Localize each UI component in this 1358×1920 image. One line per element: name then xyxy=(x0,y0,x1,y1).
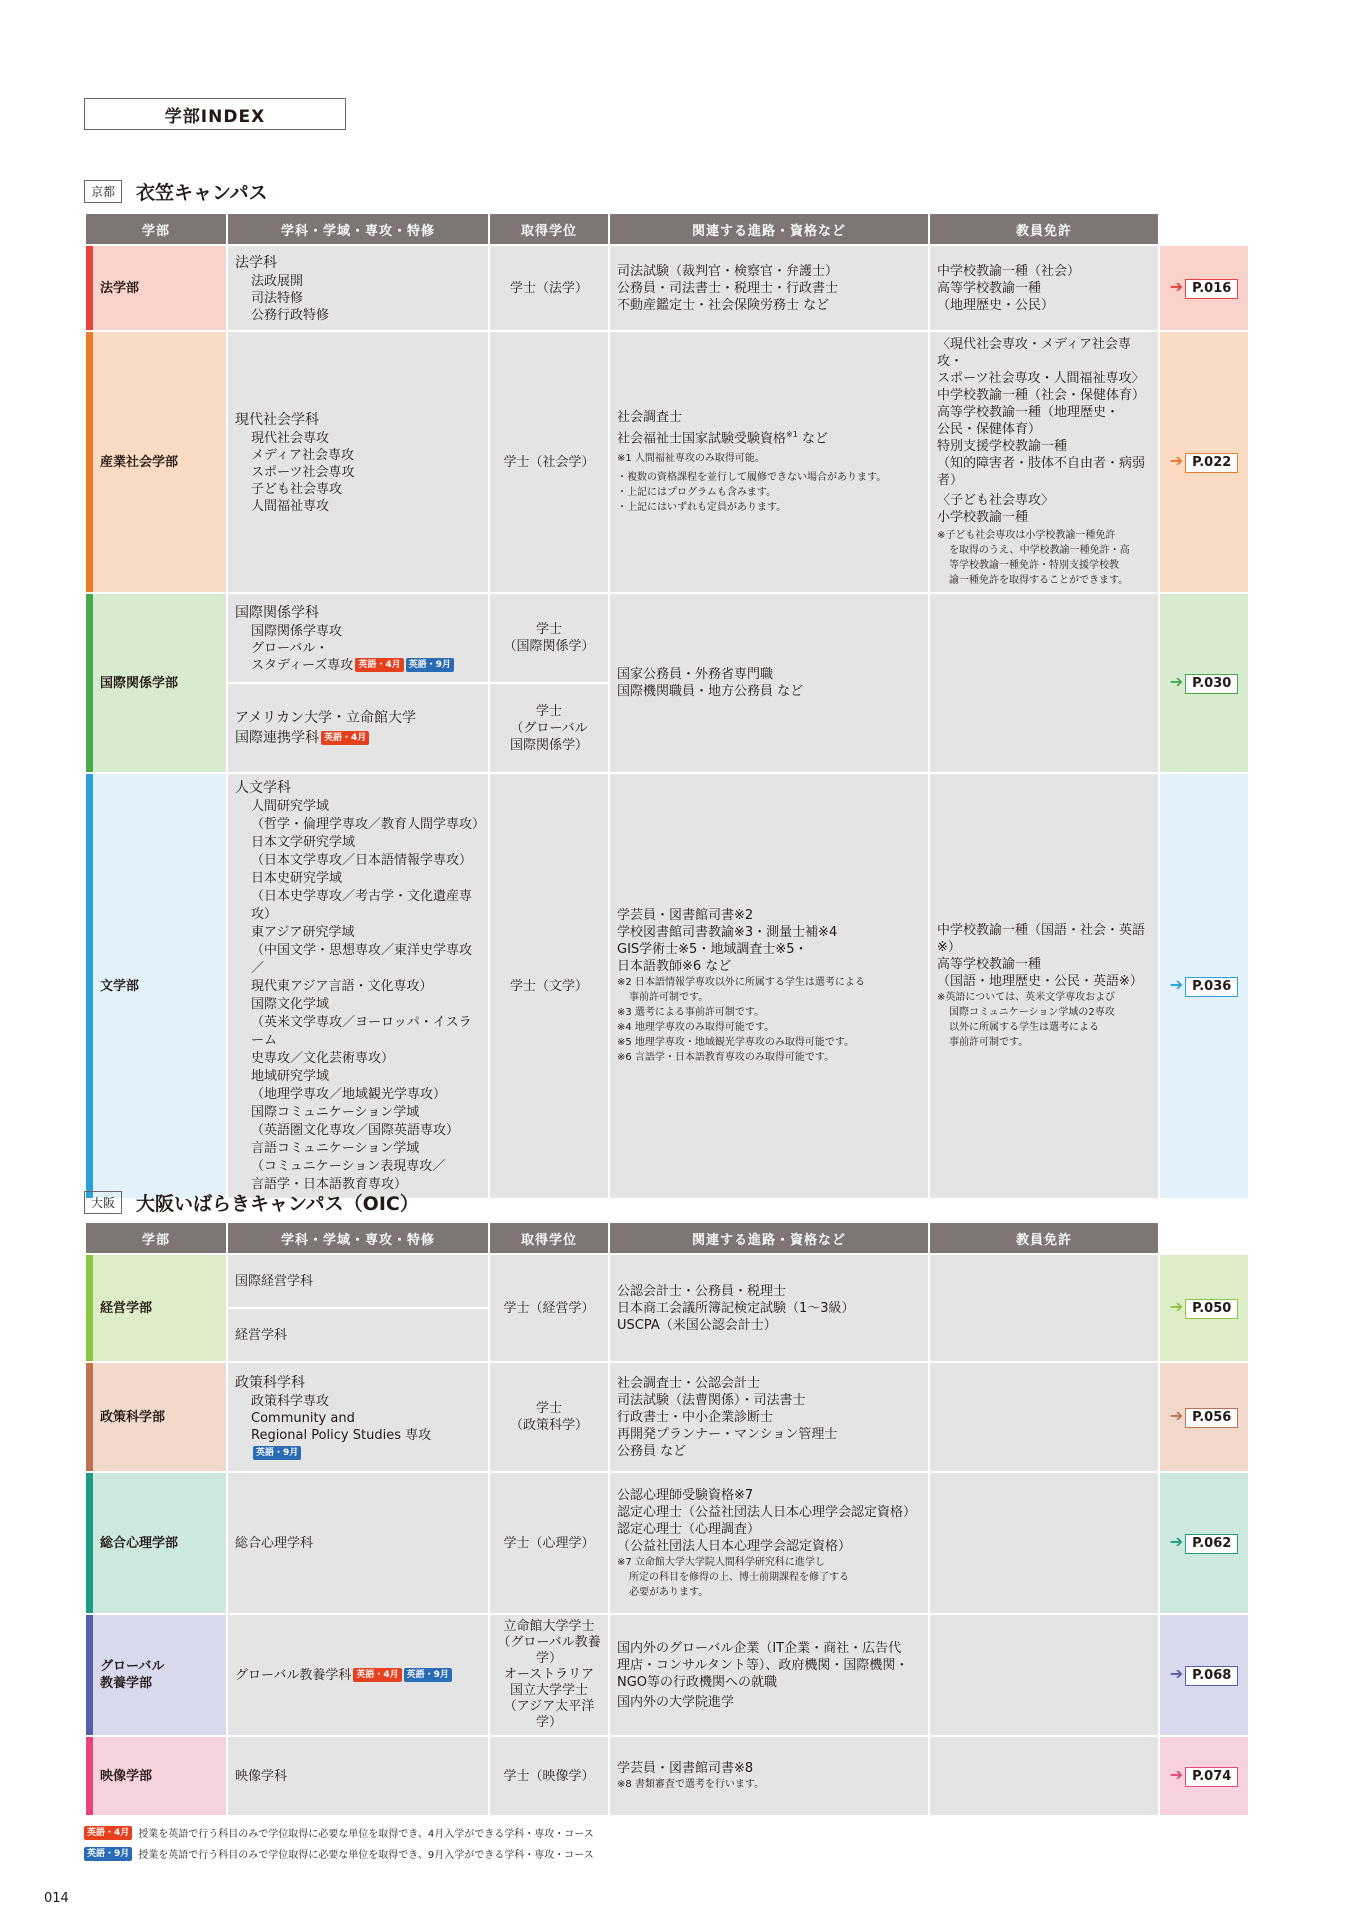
sub-item: （英米文学専攻／ヨーロッパ・イスラーム xyxy=(251,1015,472,1048)
career-line: 社会調査士 xyxy=(617,409,683,425)
campus-name: 衣笠キャンパス xyxy=(136,182,268,204)
sub-item xyxy=(235,657,481,674)
career-line: 公務員 など xyxy=(617,1443,687,1459)
sub-item: （哲学・倫理学専攻／教育人間学専攻） xyxy=(251,817,486,832)
careers-cell xyxy=(610,246,928,330)
career-note: 所定の科目を修得の上、博士前期課程を修了する xyxy=(629,1571,849,1583)
dept-name: 法学科 xyxy=(235,254,277,271)
degree-line: 学士 xyxy=(535,622,562,637)
page-ref-link[interactable]: P.050 xyxy=(1185,1299,1238,1319)
legend-september xyxy=(84,1846,594,1861)
faculty-row-law xyxy=(86,246,1248,330)
sub-text: Regional Policy Studies 専攻 xyxy=(251,1428,432,1443)
career-line: 公認会計士・公務員・税理士 xyxy=(617,1283,787,1299)
career-line: 行政書士・中小企業診断士 xyxy=(617,1409,774,1425)
license-note: 諭一種免許を取得することができます。 xyxy=(949,575,1129,586)
faculty-row-eizo xyxy=(86,1737,1248,1815)
campus-tag: 大阪 xyxy=(84,1191,122,1214)
dept-name: 国際経営学科 xyxy=(228,1255,488,1307)
badge-english-april: 英語・4月 xyxy=(355,658,403,672)
sub-item: （英語圏文化専攻／国際英語専攻） xyxy=(251,1123,460,1138)
campus-tag: 京都 xyxy=(84,180,122,203)
degree-cell xyxy=(490,684,608,772)
license-cell xyxy=(930,246,1158,330)
career-note: 事前許可制です。 xyxy=(629,992,709,1003)
arrow-right-icon: ➔ xyxy=(1169,1296,1184,1316)
career-note: ※4 地理学専攻のみ取得可能です。 xyxy=(617,1022,775,1033)
sub-item: （地理学専攻／地域観光学専攻） xyxy=(251,1087,447,1102)
career-line: 社会調査士・公認会計士 xyxy=(617,1375,761,1391)
faculty-name: 映像学部 xyxy=(86,1737,226,1815)
license-line: 高等学校教諭一種 xyxy=(937,957,1042,972)
arrow-right-icon: ➔ xyxy=(1169,1663,1184,1683)
badge-english-april: 英語・4月 xyxy=(353,1668,401,1682)
arrow-right-icon: ➔ xyxy=(1169,1405,1184,1425)
career-line: 再開発プランナー・マンション管理士 xyxy=(617,1426,838,1442)
license-line: （知的障害者・肢体不自由者・病弱者） xyxy=(937,456,1146,488)
license-cell xyxy=(930,1473,1158,1613)
sub-item: 人間研究学域 xyxy=(251,799,330,814)
degree-cell xyxy=(490,594,608,682)
badge-english-april: 英語・4月 xyxy=(84,1826,132,1840)
degree-cell: 学士（心理学） xyxy=(490,1473,608,1613)
career-line: 学校図書館司書教諭※3・測量士補※4 xyxy=(617,925,838,940)
license-line: （国語・地理歴史・公民・英語※） xyxy=(937,974,1143,989)
license-cell xyxy=(930,774,1158,1198)
career-line: 認定心理士（公益社団法人日本心理学会認定資格） xyxy=(617,1504,917,1520)
degree-line: 立命館大学学士 xyxy=(503,1619,595,1634)
license-cell xyxy=(930,1363,1158,1471)
sub-item: 地域研究学域 xyxy=(251,1069,330,1084)
arrow-right-icon: ➔ xyxy=(1169,1764,1184,1784)
license-note: を取得のうえ、中学校教諭一種免許・高 xyxy=(949,545,1130,556)
faculty-row-kokusai xyxy=(86,594,1248,682)
header-blank xyxy=(1160,214,1248,244)
license-note: 国際コミュニケーション学域の2専攻 xyxy=(949,1007,1115,1018)
degree-cell: 学士（文学） xyxy=(490,774,608,1198)
faculty-name: 国際関係学部 xyxy=(86,594,226,772)
dept-cell xyxy=(228,594,488,682)
career-line: 国家公務員・外務省専門職 xyxy=(617,667,774,682)
degree-line: 国立大学学士 xyxy=(509,1683,588,1698)
faculty-row-sangyo xyxy=(86,332,1248,592)
career-line: 学芸員・図書館司書※2 xyxy=(617,908,754,923)
faculty-line: 教養学部 xyxy=(100,1676,153,1691)
degree-cell: 学士（映像学） xyxy=(490,1737,608,1815)
sub-item: （コミュニケーション表現専攻／ xyxy=(251,1159,446,1174)
faculty-name: 法学部 xyxy=(86,246,226,330)
sub-item: Community and xyxy=(251,1411,355,1426)
header-degree: 取得学位 xyxy=(490,214,608,244)
sub-item: 公務行政特修 xyxy=(251,307,330,323)
careers-cell xyxy=(610,774,928,1198)
sub-item: 国際文化学域 xyxy=(251,997,330,1012)
page-ref-link[interactable]: P.056 xyxy=(1185,1408,1238,1428)
page-link-cell[interactable] xyxy=(1160,1473,1248,1613)
license-line: （地理歴史・公民） xyxy=(937,297,1055,313)
career-note: 必要があります。 xyxy=(629,1586,709,1598)
faculty-name: 総合心理学部 xyxy=(86,1473,226,1613)
degree-cell: 学士（経営学） xyxy=(490,1255,608,1361)
dept-name: 経営学科 xyxy=(228,1309,488,1361)
dept-name xyxy=(235,728,481,748)
dept-text: 国際連携学科 xyxy=(235,730,319,746)
page-ref-link[interactable]: P.022 xyxy=(1185,453,1238,473)
careers-cell xyxy=(610,1255,928,1361)
career-line: 公務員・司法書士・税理士・行政書士 xyxy=(617,280,839,296)
page-link-cell[interactable] xyxy=(1160,1615,1248,1735)
degree-line: 学士 xyxy=(535,1401,562,1416)
kyoto-table xyxy=(84,212,1250,1200)
sub-item: 現代東アジア言語・文化専攻） xyxy=(251,979,433,994)
career-line: 国際機関職員・地方公務員 など xyxy=(617,684,804,699)
careers-cell xyxy=(610,332,928,592)
dept-name: 映像学科 xyxy=(228,1737,488,1815)
page-link-cell[interactable] xyxy=(1160,774,1248,1198)
dept-cell xyxy=(228,1615,488,1735)
license-line: 高等学校教諭一種（地理歴史・ xyxy=(937,405,1120,420)
career-line: 学芸員・図書館司書※8 xyxy=(617,1761,754,1776)
page-ref-link[interactable]: P.074 xyxy=(1185,1767,1238,1787)
sub-item: 日本史研究学域 xyxy=(251,871,343,886)
license-line: 中学校教諭一種（社会） xyxy=(937,263,1081,279)
career-line: 国内外のグローバル企業（IT企業・商社・広告代 xyxy=(617,1640,902,1656)
license-line: 中学校教諭一種（社会・保健体育） xyxy=(937,388,1146,403)
career-note: ・上記にはいずれも定員があります。 xyxy=(617,502,787,514)
license-line: 小学校教諭一種 xyxy=(937,510,1029,525)
degree-cell: 学士（社会学） xyxy=(490,332,608,592)
degree-line: 国際関係学） xyxy=(509,737,588,753)
faculty-name: 経営学部 xyxy=(86,1255,226,1361)
dept-name: アメリカン大学・立命館大学 xyxy=(235,710,417,726)
arrow-right-icon: ➔ xyxy=(1169,276,1184,296)
degree-cell xyxy=(490,1615,608,1735)
header-faculty: 学部 xyxy=(86,214,226,244)
license-note: ※英語については、英米文学専攻および xyxy=(937,992,1116,1003)
page-ref-link[interactable]: P.016 xyxy=(1185,279,1238,299)
legend-april xyxy=(84,1825,594,1840)
career-line: 認定心理士（心理調査） xyxy=(617,1521,761,1537)
license-cell xyxy=(930,1255,1158,1361)
faculty-row-seisaku xyxy=(86,1363,1248,1471)
campus-heading-kyoto xyxy=(84,178,268,205)
dept-cell xyxy=(228,332,488,592)
header-dept: 学科・学域・専攻・特修 xyxy=(228,214,488,244)
badge-english-september: 英語・9月 xyxy=(84,1847,132,1861)
header-row xyxy=(86,1223,1248,1253)
faculty-row-keiei xyxy=(86,1255,1248,1307)
license-note: 以外に所属する学生は選考による xyxy=(949,1022,1099,1033)
careers-cell xyxy=(610,1737,928,1815)
sub-item: 言語学・日本語教育専攻） xyxy=(251,1177,408,1192)
page-ref-link[interactable]: P.062 xyxy=(1185,1534,1238,1554)
license-cell xyxy=(930,594,1158,772)
career-line: 日本商工会議所簿記検定試験（1～3級） xyxy=(617,1300,855,1316)
careers-cell xyxy=(610,1473,928,1613)
sub-item: 司法特修 xyxy=(251,290,304,306)
sub-item: （日本文学専攻／日本語情報学専攻） xyxy=(251,853,473,868)
faculty-row-global xyxy=(86,1615,1248,1735)
dept-name: 人文学科 xyxy=(235,780,291,796)
dept-name: グローバル教養学科 xyxy=(235,1667,352,1683)
sub-item: 子ども社会専攻 xyxy=(251,481,343,497)
career-text: 社会福祉士国家試験受験資格 xyxy=(617,431,787,447)
career-line: 国内外の大学院進学 xyxy=(617,1694,735,1710)
faculty-name xyxy=(86,1615,226,1735)
dept-name: 現代社会学科 xyxy=(235,411,319,428)
career-note: ※3 選考による事前許可制です。 xyxy=(617,1007,765,1018)
faculty-name: 政策科学部 xyxy=(86,1363,226,1471)
sub-item: 史専攻／文化芸術専攻） xyxy=(251,1051,395,1066)
dept-cell xyxy=(228,1363,488,1471)
osaka-table xyxy=(84,1221,1250,1817)
header-license: 教員免許 xyxy=(930,1223,1158,1253)
sub-item: 法政展開 xyxy=(251,273,304,289)
degree-line: （政策科学） xyxy=(509,1418,588,1433)
campus-name: 大阪いばらきキャンパス（OIC） xyxy=(136,1193,419,1215)
page-ref-link[interactable]: P.030 xyxy=(1185,674,1238,694)
sub-item xyxy=(235,1427,481,1461)
sub-item: メディア社会専攻 xyxy=(251,447,354,463)
sub-item: 人間福祉専攻 xyxy=(251,498,330,514)
career-note: ※6 言語学・日本語教育専攻のみ取得可能です。 xyxy=(617,1052,835,1063)
license-line: スポーツ社会専攻・人間福祉専攻〉 xyxy=(937,371,1145,386)
sub-item: 日本文学研究学域 xyxy=(251,835,356,850)
license-line: 中学校教諭一種（国語・社会・英語※） xyxy=(937,923,1146,955)
degree-line: （グローバル教養学） xyxy=(497,1635,601,1666)
license-note: 等学校教諭一種免許・特別支援学校教 xyxy=(949,560,1119,571)
header-license: 教員免許 xyxy=(930,214,1158,244)
license-cell xyxy=(930,332,1158,592)
dept-name: 総合心理学科 xyxy=(228,1473,488,1613)
faculty-name: 文学部 xyxy=(86,774,226,1198)
header-faculty: 学部 xyxy=(86,1223,226,1253)
header-careers: 関連する進路・資格など xyxy=(610,214,928,244)
page-ref-link[interactable]: P.036 xyxy=(1185,977,1238,997)
footnote-mark: ※1 xyxy=(786,429,798,439)
degree-line: （グローバル xyxy=(510,720,588,736)
dept-name: 政策科学科 xyxy=(235,1375,305,1391)
career-tail: など xyxy=(797,431,828,447)
career-line: 理店・コンサルタント等）、政府機関・国際機関・ xyxy=(617,1657,909,1673)
sub-item: グローバル・ xyxy=(251,640,329,656)
badge-english-april: 英語・4月 xyxy=(321,731,369,745)
badge-english-september: 英語・9月 xyxy=(253,1446,301,1460)
career-line: GIS学術士※5・地域調査士※5・ xyxy=(617,942,808,957)
careers-cell xyxy=(610,1363,928,1471)
dept-cell xyxy=(228,774,488,1198)
page-number: 014 xyxy=(44,1891,69,1906)
page-title: 学部INDEX xyxy=(84,98,346,130)
dept-cell xyxy=(228,246,488,330)
sub-item: 国際コミュニケーション学域 xyxy=(251,1105,420,1120)
header-blank xyxy=(1160,1223,1248,1253)
page-link-cell[interactable] xyxy=(1160,332,1248,592)
legend-text: 授業を英語で行う科目のみで学位取得に必要な単位を取得でき、4月入学ができる学科・専攻・コース xyxy=(138,1829,594,1840)
career-line: USCPA（米国公認会計士） xyxy=(617,1317,777,1333)
campus-heading-osaka xyxy=(84,1189,419,1216)
page-link-cell[interactable] xyxy=(1160,1255,1248,1361)
license-note: 事前許可制です。 xyxy=(949,1037,1029,1048)
legend-text: 授業を英語で行う科目のみで学位取得に必要な単位を取得でき、9月入学ができる学科・専攻・コース xyxy=(138,1850,594,1861)
page-link-cell[interactable] xyxy=(1160,246,1248,330)
career-note: ※5 地理学専攻・地域観光学専攻のみ取得可能です。 xyxy=(617,1037,855,1048)
faculty-name: 産業社会学部 xyxy=(86,332,226,592)
license-cell xyxy=(930,1615,1158,1735)
career-note: ※2 日本語情報学専攻以外に所属する学生は選考による xyxy=(617,977,865,988)
arrow-right-icon: ➔ xyxy=(1169,450,1184,470)
license-line: 公民・保健体育） xyxy=(937,422,1042,437)
license-line: 〈現代社会専攻・メディア社会専攻・ xyxy=(937,337,1131,369)
faculty-row-shinri xyxy=(86,1473,1248,1613)
badge-english-september: 英語・9月 xyxy=(404,1668,452,1682)
sub-item: 政策科学専攻 xyxy=(251,1394,330,1409)
career-line: （公益社団法人日本心理学会認定資格） xyxy=(617,1538,852,1554)
career-line: 司法試験（法曹関係）・司法書士 xyxy=(617,1392,806,1408)
degree-cell: 学士（法学） xyxy=(490,246,608,330)
license-cell xyxy=(930,1737,1158,1815)
degree-line: 学士 xyxy=(535,703,562,719)
license-line: 〈子ども社会専攻〉 xyxy=(937,493,1055,508)
career-note: ・複数の資格課程を並行して履修できない場合があります。 xyxy=(617,472,887,484)
career-line: 日本語教師※6 など xyxy=(617,959,732,974)
career-note: ※1 人間福祉専攻のみ取得可能。 xyxy=(617,453,765,465)
header-row xyxy=(86,214,1248,244)
sub-item: （日本史学専攻／考古学・文化遺産専攻） xyxy=(251,889,473,922)
header-dept: 学科・学域・専攻・特修 xyxy=(228,1223,488,1253)
page-link-cell[interactable] xyxy=(1160,1363,1248,1471)
degree-line: オーストラリア xyxy=(503,1667,595,1682)
dept-name: 国際関係学科 xyxy=(235,604,319,621)
degree-cell xyxy=(490,1363,608,1471)
sub-item: 東アジア研究学域 xyxy=(251,925,355,940)
page-link-cell[interactable] xyxy=(1160,1737,1248,1815)
career-line xyxy=(617,426,921,447)
arrow-right-icon: ➔ xyxy=(1169,1531,1184,1551)
degree-line: （国際関係学） xyxy=(503,639,595,654)
sub-item: （中国文学・思想専攻／東洋史学専攻／ xyxy=(251,943,473,976)
faculty-row-bun xyxy=(86,774,1248,1198)
header-careers: 関連する進路・資格など xyxy=(610,1223,928,1253)
sub-item: スポーツ社会専攻 xyxy=(251,464,355,480)
sub-item: 国際関係学専攻 xyxy=(251,623,343,639)
sub-item: 言語コミュニケーション学域 xyxy=(251,1141,420,1156)
license-line: 特別支援学校教諭一種 xyxy=(937,439,1068,454)
dept-cell xyxy=(228,684,488,772)
career-line: 司法試験（裁判官・検察官・弁護士） xyxy=(617,263,839,279)
degree-line: （アジア太平洋学） xyxy=(503,1699,595,1730)
faculty-line: グローバル xyxy=(100,1659,165,1674)
arrow-right-icon: ➔ xyxy=(1169,671,1184,691)
page-link-cell[interactable] xyxy=(1160,594,1248,772)
career-line: 不動産鑑定士・社会保険労務士 など xyxy=(617,297,830,313)
sub-item: 現代社会専攻 xyxy=(251,430,330,446)
careers-cell xyxy=(610,1615,928,1735)
career-note: ・上記にはプログラムも含みます。 xyxy=(617,487,777,499)
sub-text: スタディーズ専攻 xyxy=(251,657,354,673)
career-line: NGO等の行政機関への就職 xyxy=(617,1674,778,1690)
arrow-right-icon: ➔ xyxy=(1169,974,1184,994)
career-line: 公認心理師受験資格※7 xyxy=(617,1487,754,1503)
badge-english-september: 英語・9月 xyxy=(406,658,454,672)
header-degree: 取得学位 xyxy=(490,1223,608,1253)
career-note: ※7 立命館大学大学院人間科学研究科に進学し xyxy=(617,1556,825,1568)
license-line: 高等学校教諭一種 xyxy=(937,280,1042,296)
license-note: ※子ども社会専攻は小学校教諭一種免許 xyxy=(937,530,1116,541)
page-ref-link[interactable]: P.068 xyxy=(1185,1666,1238,1686)
career-note: ※8 書類審査で選考を行います。 xyxy=(617,1779,765,1790)
careers-cell xyxy=(610,594,928,772)
